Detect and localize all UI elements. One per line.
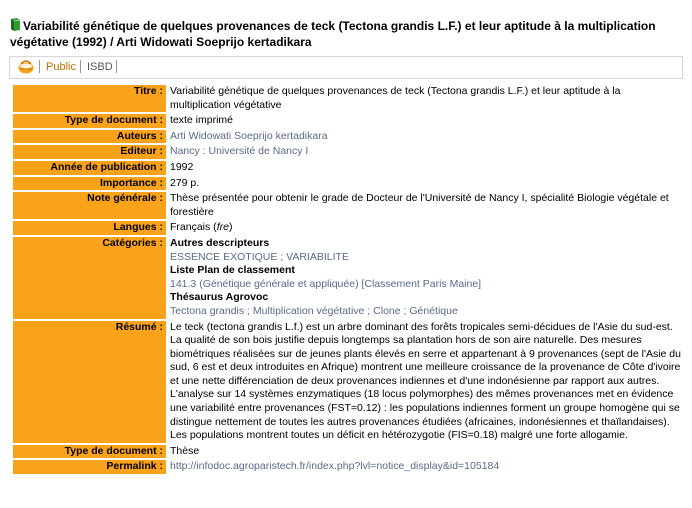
tab-separator	[39, 60, 40, 73]
row-langues	[13, 221, 681, 235]
value-annee: 1992	[170, 160, 194, 173]
category-heading: Autres descripteurs	[170, 236, 270, 249]
tab-separator	[116, 60, 117, 73]
value-langues	[170, 221, 681, 235]
value-type-document-2: Thèse	[170, 444, 200, 457]
row-annee	[13, 161, 681, 175]
label-permalink: Permalink :	[13, 460, 166, 474]
row-type-document-2	[13, 445, 681, 459]
tab-bar	[9, 56, 683, 79]
label-note: Note générale :	[13, 192, 166, 219]
tab-isbd[interactable]: ISBD	[87, 61, 113, 73]
label-type-document: Type de document :	[13, 114, 166, 128]
title-separator: /	[106, 35, 117, 49]
value-type-document: texte imprimé	[170, 114, 234, 127]
category-sep: ;	[277, 250, 287, 263]
row-auteurs	[13, 130, 681, 144]
category-link[interactable]: Génétique	[409, 304, 458, 317]
category-sep: ;	[400, 304, 410, 317]
label-editeur: Editeur :	[13, 145, 166, 159]
book-icon	[10, 18, 21, 35]
row-titre	[13, 85, 681, 112]
label-langues: Langues :	[13, 221, 166, 235]
category-sep: ;	[364, 304, 374, 317]
category-link[interactable]: Tectona grandis	[170, 304, 245, 317]
tab-separator	[80, 60, 81, 73]
value-titre: Variabilité génétique de quelques provenances de teck (Tectona grandis L.F.) et leur aptitude à la multiplication végétative	[170, 85, 621, 111]
category-heading: Thésaurus Agrovoc	[170, 291, 269, 304]
category-link[interactable]: ESSENCE EXOTIQUE	[170, 250, 278, 263]
notice-title: Variabilité génétique de quelques provenances de teck (Tectona grandis L.F.) et leur aptitude à la multiplication végétative (1992)	[10, 19, 656, 49]
basket-icon[interactable]	[17, 59, 35, 78]
category-link[interactable]: Clone	[373, 304, 401, 317]
label-annee: Année de publication :	[13, 161, 166, 175]
label-type-document-2: Type de document :	[13, 445, 166, 459]
label-categories: Catégories :	[13, 237, 166, 319]
category-link[interactable]: 141.3 (Génétique générale et appliquée) [Classement Paris Maine]	[170, 277, 482, 290]
row-importance	[13, 177, 681, 191]
row-resume	[13, 321, 681, 443]
label-resume: Résumé :	[13, 321, 166, 443]
author-link[interactable]: Arti Widowati Soeprijo kertadikara	[170, 129, 328, 142]
row-permalink	[13, 460, 681, 474]
row-categories	[13, 237, 681, 319]
language-code: fre	[216, 221, 229, 234]
value-resume: Le teck (tectona grandis L.f.) est un arbre dominant des forêts tropicales semi-décidues de l'Asie du sud-est. La qualité de son bois justifie depuis longtemps sa plantation hors de son aire naturelle. Des mesures biométriques réalisées sur de jeunes plants élevés en serre et appartenant à 9 provenances (sept de l'Asie du sud, 6 est et deux introduites en Afrique) montrent une meilleure croissance de la provenance de Côte d'ivoire et une nette différenciation de deux provenances indiennes et d'une indonésienne par rapport aux autres. L'analyse sur 14 systèmes enzymatiques (18 locus polymorphes) des mêmes provenances met en évidence une variabilité entre provenances (FST=0.12) : les populations indiennes forment un groupe homogène qui se distingue nettement de toutes les autres provenances étudiées (africaines, indonésiennes et thaïlandaises). Les populations montrent toutes un déficit en hétérozygotie (FIS=0.18) malgré une forte allogamie.	[170, 320, 681, 442]
row-note	[13, 192, 681, 219]
tab-public[interactable]: Public	[46, 61, 76, 73]
label-auteurs: Auteurs :	[13, 130, 166, 144]
category-heading: Liste Plan de classement	[170, 264, 295, 277]
row-editeur	[13, 145, 681, 159]
permalink-link[interactable]: http://infodoc.agroparistech.fr/index.php?lvl=notice_display&id=105184	[170, 460, 500, 473]
value-note: Thèse présentée pour obtenir le grade de Docteur de l'Université de Nancy I, spécialité Biologie végétale et forestière	[170, 192, 669, 218]
category-link[interactable]: VARIABILITE	[286, 250, 349, 263]
label-importance: Importance :	[13, 177, 166, 191]
value-importance: 279 p.	[170, 176, 200, 189]
notice-title-block	[10, 18, 682, 50]
category-link[interactable]: Multiplication végétative	[252, 304, 365, 317]
language-name: Français (	[170, 221, 217, 234]
publisher-link[interactable]: Nancy : Université de Nancy I	[170, 145, 309, 158]
value-categories	[170, 237, 681, 319]
notice-table	[13, 83, 681, 476]
category-sep: ;	[244, 304, 253, 317]
row-type-document	[13, 114, 681, 128]
title-author: Arti Widowati Soeprijo kertadikara	[116, 35, 312, 49]
language-close: )	[228, 221, 233, 234]
label-titre: Titre :	[13, 85, 166, 112]
